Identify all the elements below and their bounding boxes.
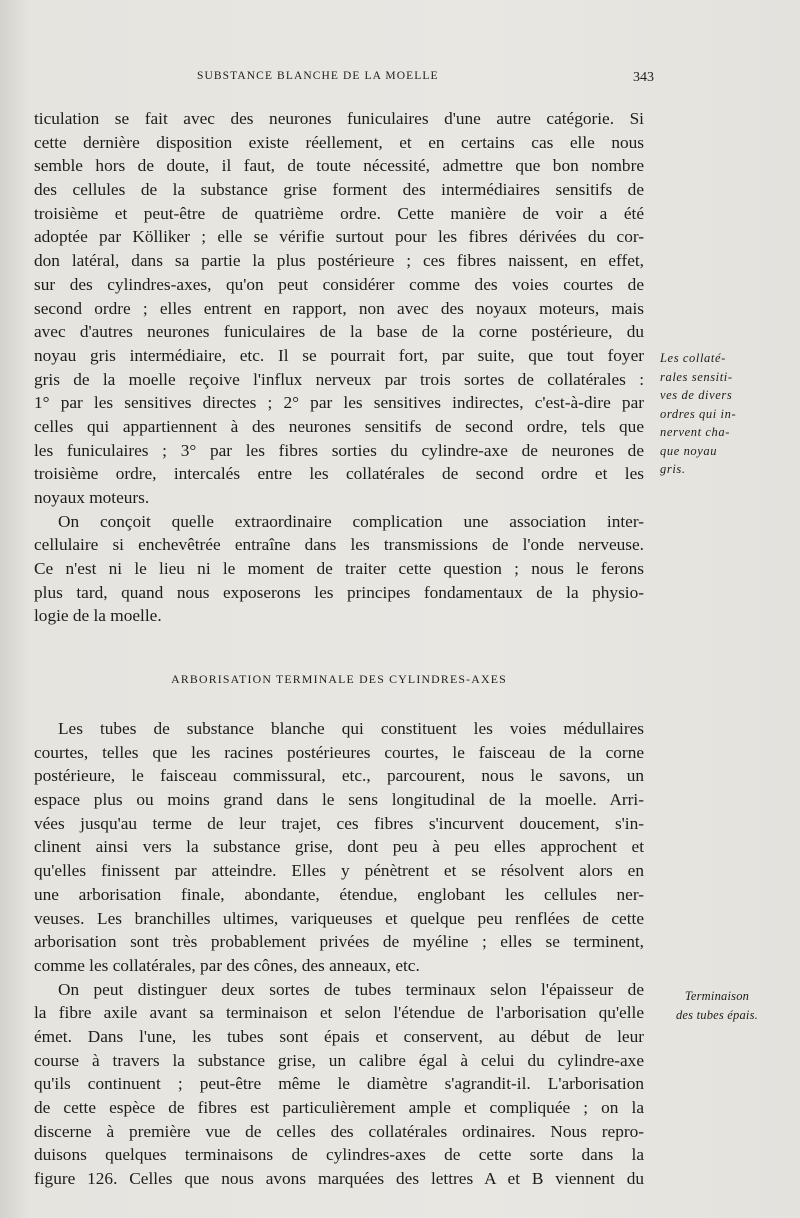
- margin-note-terminaison: [662, 987, 772, 1024]
- text-line: avec d'autres neurones funiculaires de la base de la corne postérieure, du: [34, 322, 644, 342]
- text-line: qu'ils continuent ; peut-être même le diamètre s'agrandit-il. L'arborisation: [34, 1074, 644, 1094]
- text-line: postérieure, le faisceau commissural, etc., parcourent, nous le savons, un: [34, 766, 644, 786]
- text-line: courtes, telles que les racines postérieures courtes, le faisceau de la corne: [34, 742, 644, 762]
- paragraph-4: [34, 978, 644, 1191]
- text-line: sur des cylindres-axes, qu'on peut considérer comme des voies courtes de: [34, 274, 644, 294]
- text-line: adoptée par Kölliker ; elle se vérifie surtout pour les fibres dérivées du cor-: [34, 227, 644, 247]
- text-line: figure 126. Celles que nous avons marquées des lettres A et B viennent du: [34, 1169, 644, 1189]
- margin-note-line: des tubes épais.: [675, 1007, 758, 1022]
- text-line: ticulation se fait avec des neurones funiculaires d'une autre catégorie. Si: [34, 109, 644, 128]
- text-line: second ordre ; elles entrent en rapport, non avec des noyaux moteurs, mais: [34, 298, 644, 318]
- text-line: clinent ainsi vers la substance grise, dont peu à peu elles approchent et: [34, 837, 644, 857]
- text-line: logie de la moelle.: [34, 606, 162, 626]
- text-line: 1° par les sensitives directes ; 2° par les sensitives indirectes, c'est-à-dire par: [34, 393, 644, 413]
- text-line: cette dernière disposition existe réellement, et en certains cas elle nous: [34, 132, 644, 152]
- text-line: arborisation sont très probablement privées de myéline ; elles se terminent,: [34, 932, 644, 952]
- text-line: une arborisation finale, abondante, étendue, englobant les cellules ner-: [34, 884, 644, 904]
- text-line: la fibre axile avant sa terminaison et selon l'étendue de l'arborisation qu'elle: [34, 1003, 644, 1023]
- page-number: 343: [633, 70, 654, 85]
- margin-note-line: ves de divers: [660, 388, 733, 402]
- text-line: discerne à première vue de celles des collatérales ordinaires. Nous repro-: [34, 1121, 644, 1141]
- text-line: qu'elles finissent par atteindre. Elles y pénètrent et se résolvent alors en: [34, 861, 644, 881]
- text-line: troisième et peut-être de quatrième ordre. Cette manière de voir a été: [34, 203, 644, 223]
- text-line: duisons quelques terminaisons de cylindres-axes de cette sorte dans la: [34, 1145, 644, 1165]
- margin-note-line: nervent cha-: [660, 425, 731, 439]
- margin-note-line: gris.: [660, 462, 686, 476]
- text-line: On peut distinguer deux sortes de tubes terminaux selon l'épaisseur de: [58, 979, 644, 999]
- running-title: SUBSTANCE BLANCHE DE LA MOELLE: [197, 70, 439, 82]
- paragraph-1: [34, 107, 644, 510]
- paragraph-3: [34, 717, 644, 978]
- margin-note-line: que noyau: [660, 443, 718, 458]
- text-line: course à travers la substance grise, un calibre égal à celui du cylindre-axe: [34, 1050, 644, 1070]
- margin-note-line: ordres qui in-: [660, 406, 737, 421]
- text-line: On conçoit quelle extraordinaire complication une association inter-: [58, 511, 644, 531]
- text-line: cellulaire si enchevêtrée entraîne dans les transmissions de l'onde nerveuse.: [34, 535, 644, 555]
- text-line: gris de la moelle reçoive l'influx nerveux par trois sortes de collatérales :: [34, 369, 644, 389]
- body-text-upper: [34, 107, 644, 628]
- text-line: Ce n'est ni le lieu ni le moment de traiter cette question ; nous le ferons: [34, 559, 644, 579]
- paragraph-2: [34, 510, 644, 628]
- text-line: espace plus ou moins grand dans le sens longitudinal de la moelle. Arri-: [34, 790, 644, 810]
- text-line: don latéral, dans sa partie la plus postérieure ; ces fibres naissent, en effet,: [34, 251, 644, 271]
- text-line: Les tubes de substance blanche qui constituent les voies médullaires: [58, 719, 644, 738]
- text-line: les funiculaires ; 3° par les fibres sorties du cylindre-axe de neurones de: [34, 440, 644, 460]
- margin-note-line: rales sensiti-: [660, 369, 733, 384]
- margin-note-collaterales: [660, 349, 780, 479]
- margin-note-line: Les collaté-: [660, 351, 726, 365]
- text-line: comme les collatérales, par des cônes, des anneaux, etc.: [34, 955, 420, 975]
- section-heading: ARBORISATION TERMINALE DES CYLINDRES-AXES: [171, 672, 507, 686]
- margin-note-line: Terminaison: [684, 989, 750, 1003]
- text-line: plus tard, quand nous exposerons les principes fondamentaux de la physio-: [34, 582, 644, 602]
- text-line: de cette espèce de fibres est particulièrement ample et compliquée ; on la: [34, 1098, 644, 1117]
- text-line: noyaux moteurs.: [34, 488, 150, 507]
- body-text-lower: [34, 717, 644, 1191]
- text-line: noyau gris intermédiaire, etc. Il se pourrait fort, par suite, que tout foyer: [34, 345, 644, 365]
- text-line: vées jusqu'au terme de leur trajet, ces fibres s'incurvent doucement, s'in-: [34, 813, 644, 833]
- text-line: troisième ordre, intercalés entre les collatérales de second ordre et les: [34, 464, 644, 484]
- text-line: veuses. Les branchilles ultimes, variqueuses et quelque peu renflées de cette: [34, 908, 644, 928]
- text-line: celles qui appartiennent à des neurones sensitifs de second ordre, tels que: [34, 416, 644, 436]
- text-line: des cellules de la substance grise forment des intermédiaires sensitifs de: [34, 180, 644, 200]
- text-line: semble hors de doute, il faut, de toute nécessité, admettre que bon nombre: [34, 156, 644, 176]
- text-line: émet. Dans l'une, les tubes sont épais et conservent, au début de leur: [34, 1026, 644, 1046]
